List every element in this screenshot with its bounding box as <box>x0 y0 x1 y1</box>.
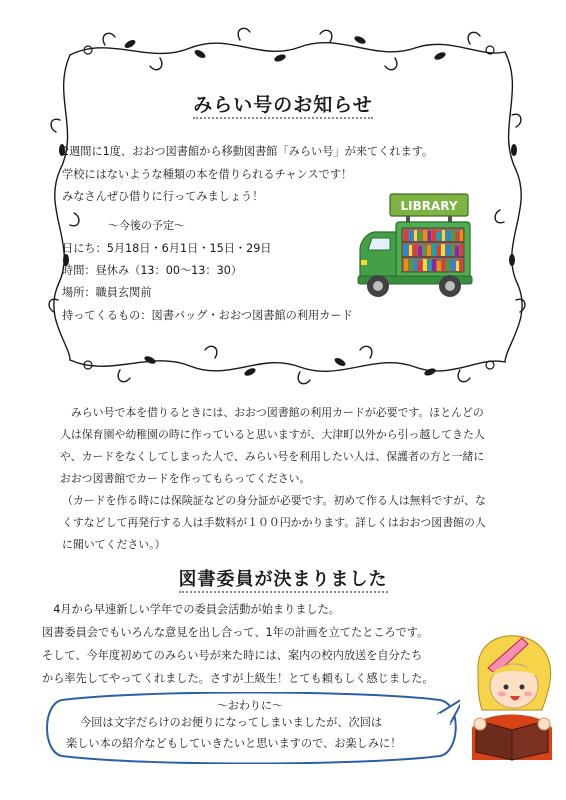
committee-line: そして、今年度初めてのみらい号が来た時には、案内の校内放送を自分たち <box>42 649 423 662</box>
card-info-line: くすなどして再発行する人は手数料が１００円かかります。詳しくはおおつ図書館の人 <box>62 516 486 529</box>
closing-line: 楽しい本の紹介などもしていきたいと思いますので、お楽しみに！ <box>66 737 402 750</box>
girl-reading-book-illustration <box>458 632 562 762</box>
schedule-time: 時間：昼休み（13：00～13：30） <box>62 264 243 277</box>
card-info-line: や、カードをなくしてしまった人で、みらい号を利用したい人は、保護者の方と一緒に <box>60 450 485 463</box>
closing-line: 今回は文字だらけのお便りになってしまいましたが、次回は <box>80 716 383 729</box>
schedule-heading: ～今後の予定～ <box>108 219 185 232</box>
card-info-line: に聞いてください。） <box>62 538 166 551</box>
schedule-place: 場所：職員玄関前 <box>62 286 152 299</box>
closing-title: ～おわりに～ <box>217 699 283 712</box>
committee-line: から率先してやってくれました。さすが上級生！とても頼もしく感じました。 <box>42 672 434 685</box>
committee-title: 図書委員が決まりました <box>0 565 566 591</box>
truck-sign-text: LIBRARY <box>400 199 458 213</box>
notice-line: みなさんぜひ借りに行ってみましょう！ <box>62 190 264 203</box>
card-info-line: 人は保育園や幼稚園の時に作っていると思いますが、大津町以外から引っ越してきた人 <box>60 428 485 441</box>
notice-title: みらい号のお知らせ <box>0 90 566 117</box>
card-info-line: （カードを作る時には保険証などの身分証が必要です。初めて作る人は無料ですが、な <box>62 494 486 507</box>
library-truck-illustration <box>356 190 474 302</box>
card-info-line: おおつ図書館でカードを作ってもらってください。 <box>60 472 311 485</box>
committee-line: 図書委員会でもいろんな意見を出し合って、1年の計画を立てたところです。 <box>42 626 429 639</box>
committee-line: 4月から早速新しい学年での委員会活動が始まりました。 <box>42 603 340 616</box>
notice-line: 学校にはないような種類の本を借りられるチャンスです！ <box>62 168 353 181</box>
schedule-items: 持ってくるもの：図書バッグ・おおつ図書館の利用カード <box>62 309 353 322</box>
card-info-line: みらい号で本を借りるときには、おおつ図書館の利用カードが必要です。ほとんどの <box>60 406 484 419</box>
schedule-date: 日にち：5月18日・6月1日・15日・29日 <box>62 242 272 255</box>
notice-line: 2週間に1度、おおつ図書館から移動図書館「みらい号」が来てくれます。 <box>62 145 434 158</box>
